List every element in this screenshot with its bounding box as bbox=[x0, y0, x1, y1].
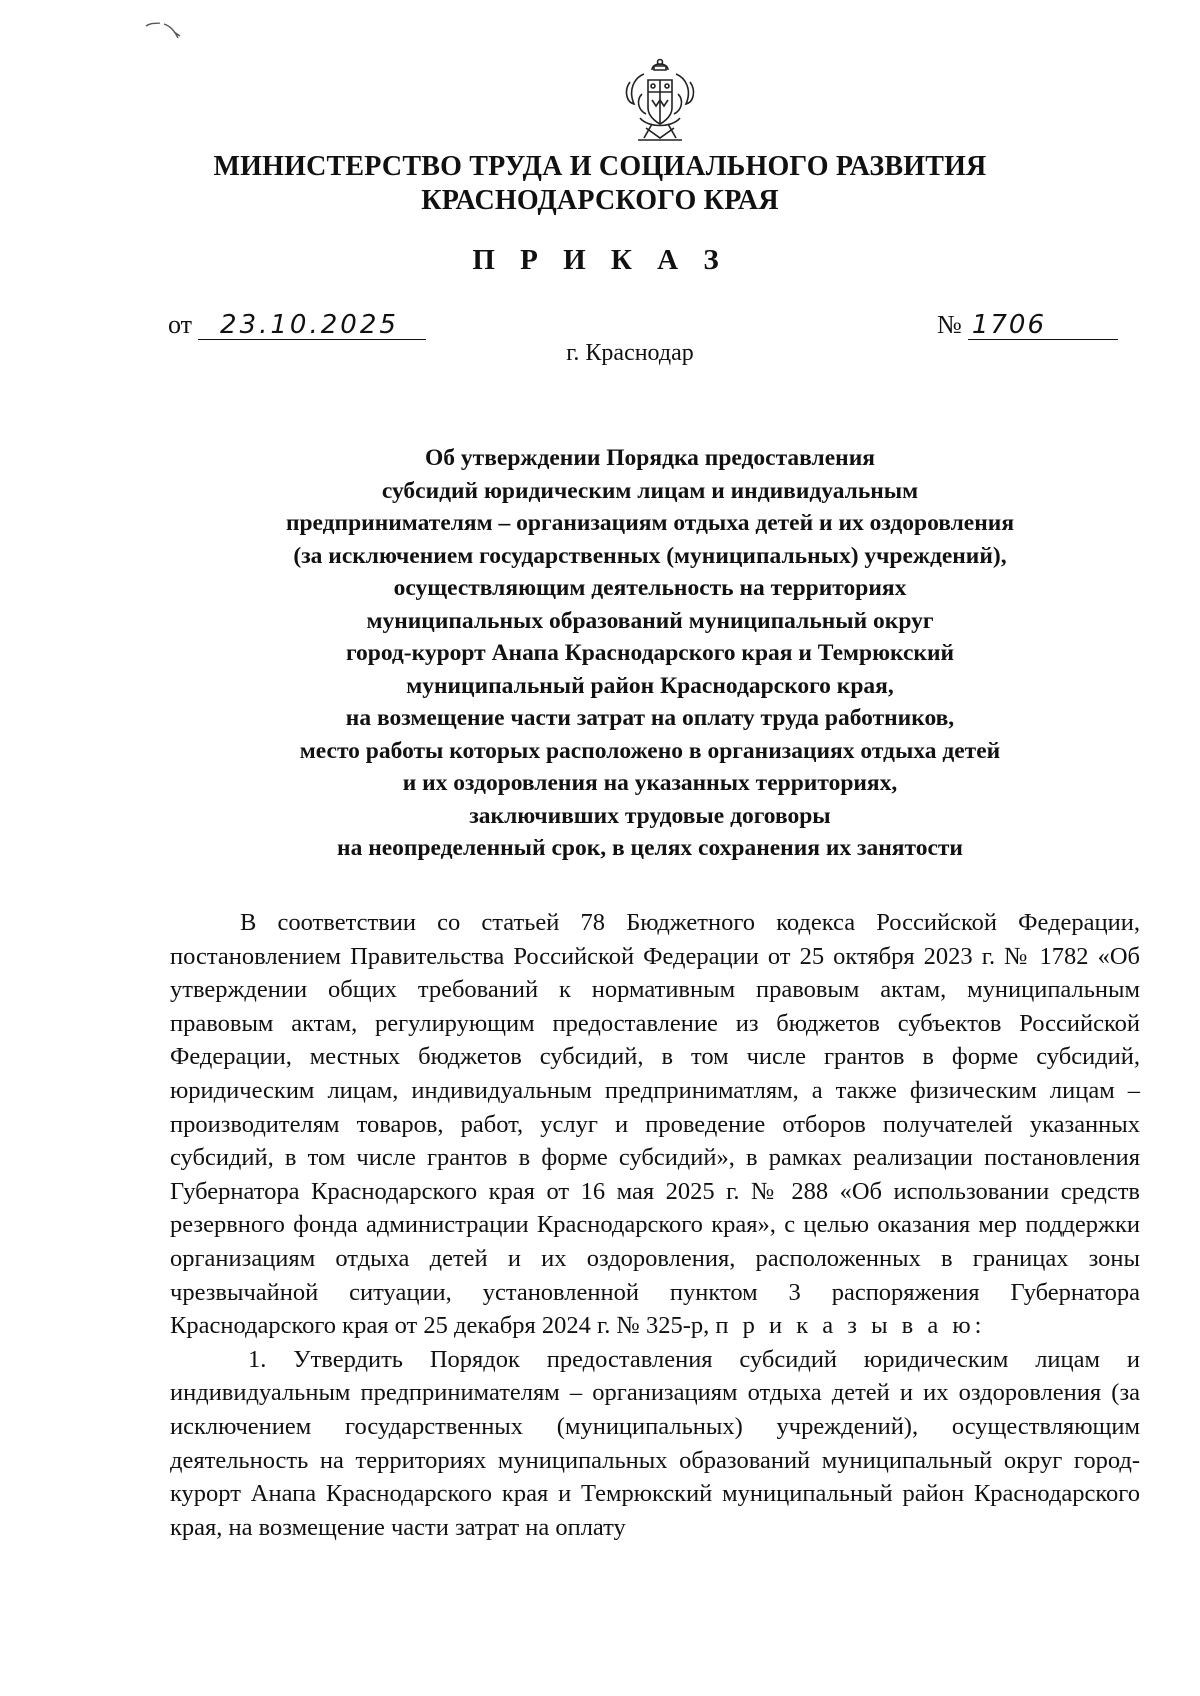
scan-mark bbox=[144, 18, 184, 48]
subject-line: муниципальных образований муниципальный округ bbox=[366, 607, 934, 634]
preamble-paragraph bbox=[170, 906, 1140, 1343]
subject-line: (за исключением государственных (муниципальных) учреждений), bbox=[293, 542, 1007, 569]
subject-line: город-курорт Анапа Краснодарского края и Темрюкский bbox=[345, 640, 955, 666]
subject-line: осуществляющим деятельность на территориях bbox=[393, 575, 907, 601]
subject-line: на возмещение части затрат на оплату труда работников, bbox=[345, 705, 955, 731]
subject-line: Об утверждении Порядка предоставления bbox=[425, 445, 875, 471]
number-field bbox=[937, 310, 1118, 340]
subject-line: муниципальный район Краснодарского края, bbox=[406, 672, 894, 699]
document-body bbox=[170, 906, 1140, 1544]
coat-of-arms-emblem bbox=[622, 58, 698, 146]
subject-line: место работы которых расположено в организациях отдыха детей bbox=[299, 737, 1001, 764]
ministry-name-line1: МИНИСТЕРСТВО ТРУДА И СОЦИАЛЬНОГО РАЗВИТИЯ bbox=[213, 151, 987, 182]
number-prefix: № bbox=[937, 310, 962, 339]
date-field bbox=[168, 310, 426, 340]
date-prefix: от bbox=[168, 310, 193, 339]
subject-line: предпринимателям – организациям отдыха детей и их оздоровления bbox=[285, 510, 1015, 536]
subject-line: и их оздоровления на указанных территориях, bbox=[402, 770, 898, 796]
subject-line: заключивших трудовые договоры bbox=[469, 802, 831, 829]
ministry-name bbox=[0, 150, 1200, 218]
number-value: 1706 bbox=[968, 311, 1118, 340]
subject-line: субсидий юридическим лицам и индивидуальным bbox=[381, 477, 919, 504]
city-name: г. Краснодар bbox=[566, 340, 694, 366]
subject-line: на неопределенный срок, в целях сохранения их занятости bbox=[337, 835, 963, 861]
item-1-paragraph: 1. Утвердить Порядок предоставления субсидий юридическим лицам и индивидуальным предпринимателям – организациям отдыха детей и их оздоровления (за исключением государственных (муниципальных) учреждений), осуществляющим деятельность на территориях муниципальных образований муниципальный округ город-курорт Анапа Краснодарского края и Темрюкский муниципальный район Краснодарского края, на возмещение части затрат на оплату bbox=[170, 1345, 1140, 1541]
order-word: п р и к а з ы в а ю: bbox=[715, 1312, 986, 1340]
document-type-title: П Р И К А З bbox=[472, 244, 728, 276]
date-value: 23.10.2025 bbox=[198, 311, 426, 340]
preamble-text: В соответствии со статьей 78 Бюджетного кодекса Российской Федерации, постановлением Правительства Российской Федерации от 25 октября 2023 г. № 1782 «Об утверждении общих требований к нормативным правовым актам, муниципальным правовым актам, регулирующим предоставление из бюджетов субъектов Российской Федерации, местных бюджетов субсидий, в том числе грантов в форме субсидий, юридическим лицам, индивидуальным предприниматлям, а также физическим лицам – производителям товаров, работ, услуг и проведение отборов получателей указанных субсидий, в том числе грантов в форме субсидий», в рамках реализации постановления Губернатора Краснодарского края от 16 мая 2025 г. № 288 «Об использовании средств резервного фонда администрации Краснодарского края», с целью оказания мер поддержки организациям отдыха детей и их оздоровления, расположенных в границах зоны чрезвычайной ситуации, установленной пунктом 3 распоряжения Губернатора Краснодарского края от 25 декабря 2024 г. № 325-р, bbox=[170, 909, 1140, 1340]
ministry-name-line2: КРАСНОДАРСКОГО КРАЯ bbox=[421, 185, 779, 216]
document-subject bbox=[200, 442, 1100, 865]
